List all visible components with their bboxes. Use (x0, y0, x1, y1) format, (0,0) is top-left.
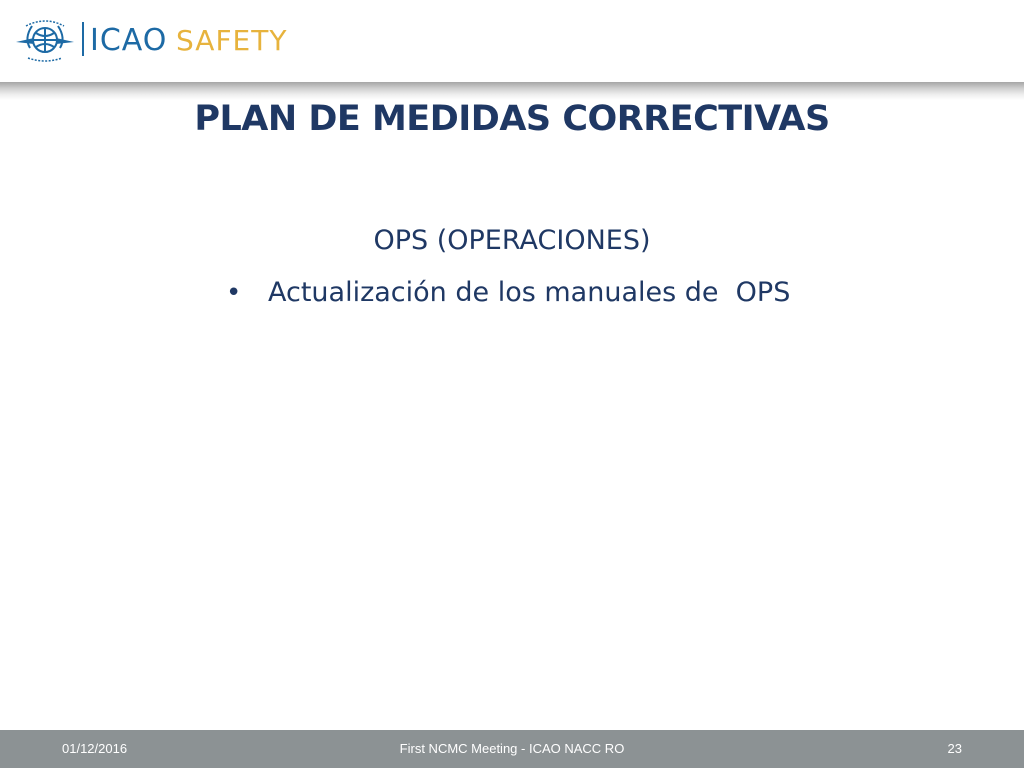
bullet-icon: • (226, 278, 242, 308)
footer-page-number: 23 (947, 741, 962, 756)
bullet-list (226, 274, 790, 312)
list-item (226, 274, 790, 312)
logo-divider (82, 22, 84, 56)
footer-meeting-title: First NCMC Meeting - ICAO NACC RO (399, 741, 625, 756)
brand-tag: SAFETY (176, 24, 288, 57)
slide-title: PLAN DE MEDIDAS CORRECTIVAS (194, 99, 830, 139)
icao-emblem-icon (14, 14, 76, 66)
footer-date: 01/12/2016 (62, 741, 128, 756)
bullet-text: Actualización de los manuales de OPS (268, 277, 791, 308)
slide-header (0, 0, 1024, 84)
section-subheading: OPS (OPERACIONES) (373, 225, 651, 256)
slide-footer (0, 730, 1024, 768)
brand-name: ICAO (90, 23, 168, 58)
